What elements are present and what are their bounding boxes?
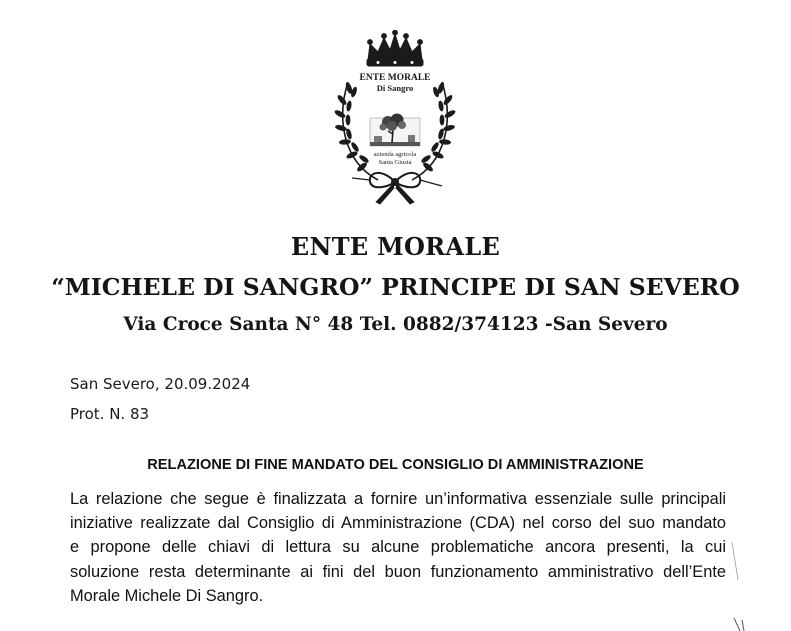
logo-text-line-3: azienda agricola	[373, 151, 417, 158]
organization-address: Via Croce Santa N° 48 Tel. 0882/374123 -San Severo	[123, 314, 668, 335]
ribbon-bow-icon	[352, 173, 442, 204]
body-line: iniziative realizzate dal Consiglio di Amministrazione (CDA) nel corso del suo mandato	[70, 514, 726, 533]
crown-icon	[367, 30, 423, 66]
scan-mark-decoration	[728, 540, 748, 631]
protocol-number: Prot. N. 83	[70, 405, 150, 423]
logo-text-line-4: Santa Giusta	[378, 159, 412, 166]
body-paragraph	[70, 487, 726, 608]
olive-tree-icon	[370, 114, 420, 147]
document-date: San Severo, 20.09.2024	[70, 375, 251, 393]
body-line: Morale Michele Di Sangro.	[70, 586, 264, 605]
organization-subtitle: “MICHELE DI SANGRO” PRINCIPE DI SAN SEVERO	[51, 273, 740, 301]
organization-title: ENTE MORALE	[290, 232, 501, 261]
logo-text-line-1: ENTE MORALE	[359, 73, 431, 83]
body-line: La relazione che segue è finalizzata a fornire un’informativa essenziale sulle principali	[70, 490, 726, 508]
body-line: soluzione resta determinante ai fini del buon funzionamento amministrativo dell’Ente	[70, 562, 726, 581]
logo-emblem	[330, 30, 460, 208]
section-heading: RELAZIONE DI FINE MANDATO DEL CONSIGLIO DI AMMINISTRAZIONE	[147, 457, 644, 473]
ente-morale-logo	[330, 30, 460, 208]
logo-text-line-2: Di Sangro	[376, 83, 414, 93]
body-line: e propone delle chiavi di lettura su alcune problematiche ancora presenti, la cui	[70, 538, 726, 557]
